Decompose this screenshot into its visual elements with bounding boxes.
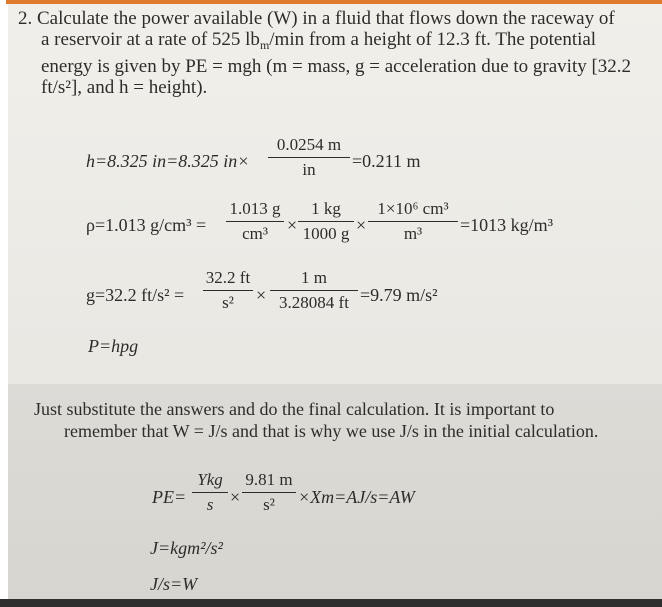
problem-line-2 [18,29,654,56]
fraction-numerator: Ykg [192,470,228,493]
times-sign: × [230,487,241,507]
problem-text: Calculate the power available (W) in a fluid that flows down the raceway of [37,8,615,29]
fraction-denominator: s² [263,495,275,514]
fraction-denominator: 1000 g [302,224,350,243]
problem-line-3: energy is given by PE = mgh (m = mass, g = acceleration due to gravity [32.2 [41,56,632,77]
fraction-numerator: 1.013 g [226,199,284,222]
fraction-numerator: 32.2 ft [203,268,253,291]
problem-text: a reservoir at a rate of 525 lb [41,29,260,50]
mass-subscript: m [259,38,270,52]
equation-fraction [226,199,284,244]
equation-fraction [368,199,458,244]
fraction-denominator: in [302,160,316,179]
note-line-1: Just substitute the answers and do the final calculation. It is important to [34,399,555,419]
equation-lhs: h=8.325 in=8.325 in× [86,151,250,171]
equation-result: =0.211 m [352,151,421,171]
equation-lhs: ρ=1.013 g/cm³ = [86,215,207,235]
problem-line-1 [18,8,654,29]
watt-equation: J/s=W [150,574,198,594]
equation-result: =1013 kg/m³ [460,215,554,235]
problem-number: 2. [18,8,33,29]
equation-fraction [268,135,350,180]
equation-fraction [270,268,358,313]
times-sign: × [287,215,298,235]
times-sign: × [256,285,267,305]
equation-fraction [298,199,354,244]
equation-result: ×Xm=AJ/s=AW [298,487,415,507]
problem-text: /min from a height of 12.3 ft. The potential [269,29,597,50]
page-margin [0,0,8,599]
fraction-denominator: cm³ [242,224,268,243]
fraction-numerator: 0.0254 m [268,135,350,158]
fraction-numerator: 1 m [270,268,358,291]
problem-statement [18,8,654,98]
times-sign: × [356,215,367,235]
fraction-denominator: 3.28084 ft [279,293,349,312]
power-equation: P=hpg [88,336,139,356]
note-line-2: remember that W = J/s and that is why we use J/s in the initial calculation. [64,421,599,441]
fraction-denominator: s [206,495,214,514]
instruction-note [34,398,634,442]
fraction-denominator: s² [222,293,234,312]
bottom-edge [0,599,662,607]
equation-lhs: g=32.2 ft/s² = [86,285,185,305]
fraction-denominator: m³ [403,224,423,243]
equation-fraction [242,470,296,515]
problem-line-4: ft/s²], and h = height). [41,77,208,98]
joule-equation: J=kgm²/s² [150,538,223,558]
equation-lhs: PE= [152,487,187,507]
fraction-numerator: 1 kg [298,199,354,222]
fraction-numerator: 1×10⁶ cm³ [368,199,458,222]
fraction-numerator: 9.81 m [242,470,296,493]
equation-fraction [192,470,228,515]
equation-result: =9.79 m/s² [360,285,438,305]
equation-fraction [203,268,253,313]
